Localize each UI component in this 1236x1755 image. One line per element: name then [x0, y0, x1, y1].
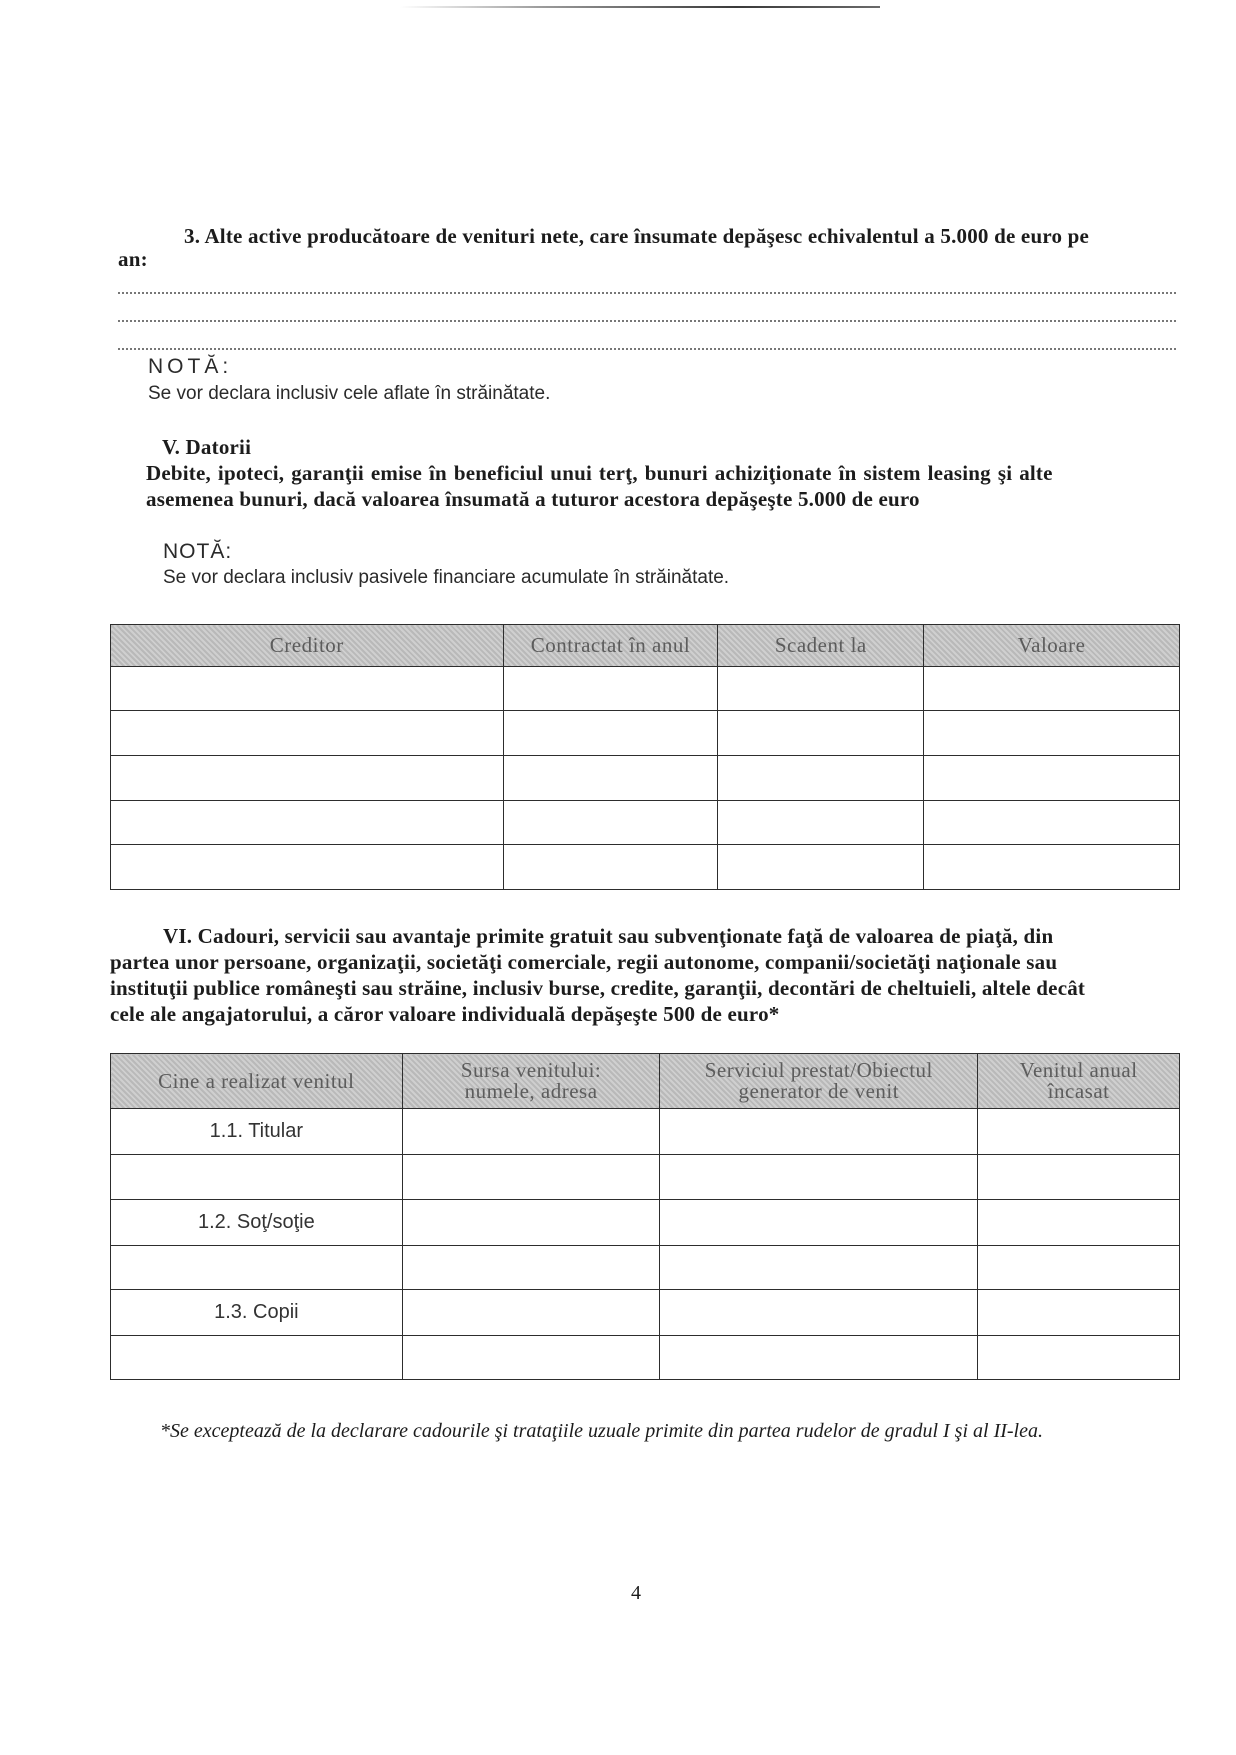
header-contracted-year: Contractat în anul [503, 625, 718, 667]
header-value: Valoare [924, 625, 1180, 667]
table-row [111, 711, 1180, 756]
table-cell[interactable] [503, 845, 718, 890]
table-cell[interactable] [402, 1336, 660, 1380]
table-cell[interactable] [978, 1155, 1180, 1200]
table-cell[interactable] [111, 667, 504, 711]
table-cell[interactable] [503, 711, 718, 756]
row-label-spouse: 1.2. Soţ/soţie [111, 1200, 403, 1246]
note-2-text: Se vor declara inclusiv pasivele financiare acumulate în străinătate. [163, 567, 730, 588]
table-row [111, 1336, 1180, 1380]
table-cell[interactable] [978, 1290, 1180, 1336]
fill-in-dotted-line-1 [118, 292, 1176, 294]
table-cell[interactable] [660, 1155, 978, 1200]
table-cell[interactable] [718, 667, 924, 711]
note-2-label: NOTĂ: [163, 540, 233, 563]
section-v-desc-line1: Debite, ipoteci, garanţii emise în beneficiul unui terţ, bunuri achiziţionate în sistem leasing şi alte [146, 461, 1053, 485]
row-label-titular: 1.1. Titular [111, 1109, 403, 1155]
header-annual-income: Venitul anual încasat [978, 1054, 1180, 1109]
table-row [111, 1200, 1180, 1246]
table-cell[interactable] [660, 1336, 978, 1380]
table-cell[interactable] [978, 1109, 1180, 1155]
table-cell[interactable] [402, 1109, 660, 1155]
table-cell[interactable] [111, 801, 504, 845]
table-cell[interactable] [924, 801, 1180, 845]
section-v-desc-line2: asemenea bunuri, dacă valoarea însumată a tuturor acestora depăşeşte 5.000 de euro [146, 487, 920, 511]
section-vi-line3: instituţii publice româneşti sau străine, inclusiv burse, credite, garanţii, decontări de cheltuieli, altele decât [110, 976, 1086, 1000]
section-3-title-line2: an: [118, 247, 148, 271]
table-cell[interactable] [402, 1246, 660, 1290]
table-cell[interactable] [978, 1336, 1180, 1380]
table-cell[interactable] [978, 1200, 1180, 1246]
scan-top-edge-line [400, 6, 880, 8]
table-row [111, 1109, 1180, 1155]
table-cell[interactable] [402, 1200, 660, 1246]
note-1-label: NOTĂ: [148, 355, 233, 378]
table-cell[interactable] [503, 667, 718, 711]
table-cell[interactable] [718, 756, 924, 801]
table-cell[interactable] [924, 756, 1180, 801]
table-cell[interactable] [111, 711, 504, 756]
table-cell[interactable] [660, 1109, 978, 1155]
gifts-table-header-row [111, 1054, 1180, 1109]
table-row [111, 756, 1180, 801]
table-cell[interactable] [718, 845, 924, 890]
table-row [111, 667, 1180, 711]
fill-in-dotted-line-2 [118, 320, 1176, 322]
table-cell[interactable] [402, 1155, 660, 1200]
row-label-children: 1.3. Copii [111, 1290, 403, 1336]
header-due-date: Scadent la [718, 625, 924, 667]
table-row [111, 1246, 1180, 1290]
table-cell[interactable] [503, 801, 718, 845]
note-1-text: Se vor declara inclusiv cele aflate în străinătate. [148, 383, 551, 404]
header-service-object: Serviciul prestat/Obiectul generator de venit [660, 1054, 978, 1109]
table-cell[interactable] [978, 1246, 1180, 1290]
table-cell[interactable] [111, 1336, 403, 1380]
debts-table-header-row [111, 625, 1180, 667]
table-cell[interactable] [718, 711, 924, 756]
debts-table [110, 624, 1180, 890]
table-cell[interactable] [111, 1246, 403, 1290]
footnote: *Se exceptează de la declarare cadourile şi trataţiile uzuale primite din partea rudelor de gradul I şi al II-lea. [160, 1420, 1043, 1442]
table-cell[interactable] [924, 845, 1180, 890]
table-cell[interactable] [111, 1155, 403, 1200]
header-income-source: Sursa venitului: numele, adresa [402, 1054, 660, 1109]
table-row [111, 845, 1180, 890]
gifts-table [110, 1053, 1180, 1380]
table-cell[interactable] [111, 845, 504, 890]
section-vi-line2: partea unor persoane, organizaţii, societăţi comerciale, regii autonome, companii/societăţi naţionale sau [110, 950, 1058, 974]
section-vi-line1: VI. Cadouri, servicii sau avantaje primite gratuit sau subvenţionate faţă de valoarea de piaţă, din [163, 924, 1054, 948]
table-cell[interactable] [718, 801, 924, 845]
table-cell[interactable] [111, 756, 504, 801]
section-3-title-line1: 3. Alte active producătoare de venituri nete, care însumate depăşesc echivalentul a 5.000 de euro pe [184, 224, 1090, 248]
section-v-heading: V. Datorii [162, 435, 252, 459]
table-row [111, 1290, 1180, 1336]
table-cell[interactable] [924, 667, 1180, 711]
table-cell[interactable] [660, 1200, 978, 1246]
table-cell[interactable] [660, 1246, 978, 1290]
header-creditor: Creditor [111, 625, 504, 667]
table-cell[interactable] [503, 756, 718, 801]
page-number: 4 [631, 1582, 641, 1604]
table-cell[interactable] [924, 711, 1180, 756]
header-who-earned: Cine a realizat venitul [111, 1054, 403, 1109]
table-row [111, 1155, 1180, 1200]
table-cell[interactable] [402, 1290, 660, 1336]
fill-in-dotted-line-3 [118, 348, 1176, 350]
table-row [111, 801, 1180, 845]
section-vi-line4: cele ale angajatorului, a căror valoare individuală depăşeşte 500 de euro* [110, 1002, 780, 1026]
table-cell[interactable] [660, 1290, 978, 1336]
